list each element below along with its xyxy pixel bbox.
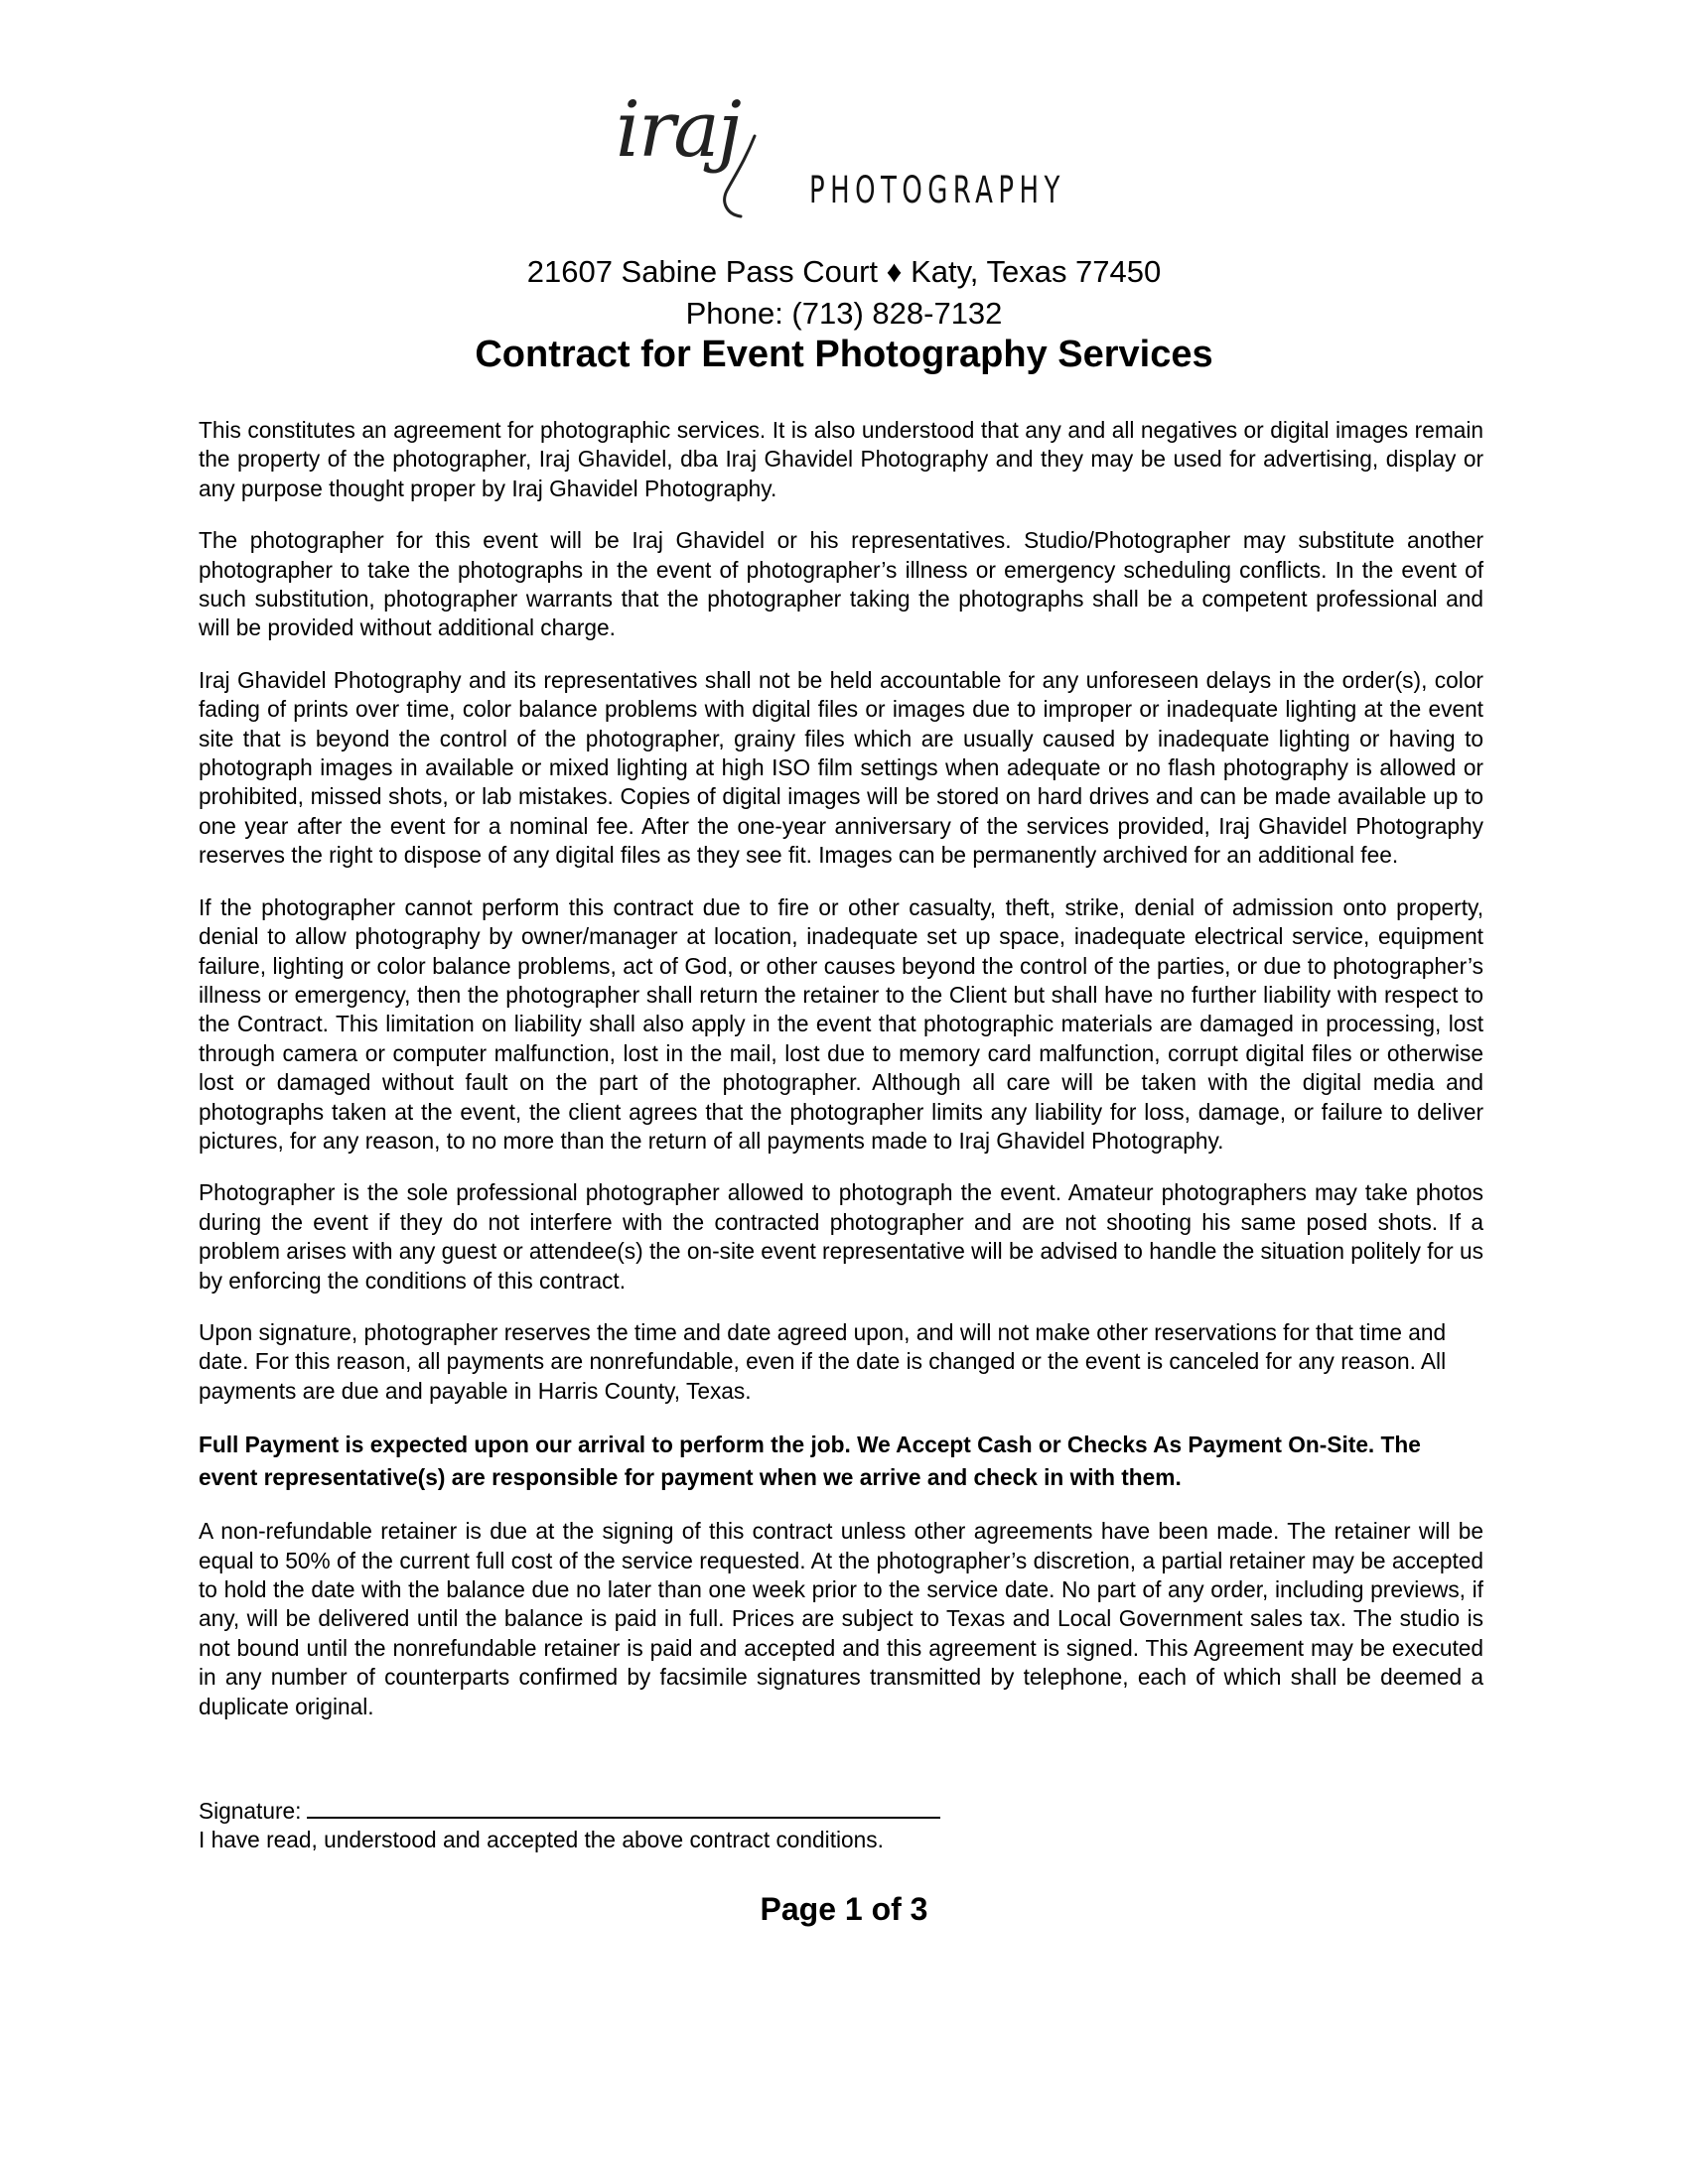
signature-row: [199, 1795, 940, 1826]
paragraph-exclusivity: Photographer is the sole professional photographer allowed to photograph the event. Amateur photographers may take photos during the event if they do not interfere with the contracted photographer and are not shooting his same posed shots. If a problem arises with any guest or attendee(s) the on-site event representative will be advised to handle the situation politely for us by enforcing the conditions of this contract.: [199, 1179, 1483, 1294]
signature-label: Signature:: [199, 1798, 302, 1824]
signature-block: [199, 1795, 940, 1855]
paragraph-ownership: This constitutes an agreement for photographic services. It is also understood that any and all negatives or digital images remain the property of the photographer, Iraj Ghavidel, dba Iraj Ghavidel Photography and they may be used for advertising, display or any purpose thought proper by Iraj Ghavidel Photography.: [199, 417, 1483, 501]
document-title: Contract for Event Photography Services: [475, 334, 1213, 375]
paragraph-retainer: A non-refundable retainer is due at the signing of this contract unless other agreements have been made. The retainer will be equal to 50% of the current full cost of the service requested. At the photographer’s discretion, a partial retainer may be accepted to hold the date with the balance due no later than one week prior to the service date. No part of any order, including previews, if any, will be delivered until the balance is paid in full. Prices are subject to Texas and Local Government sales tax. The studio is not bound until the nonrefundable retainer is paid and accepted and this agreement is signed. This Agreement may be executed in any number of counterparts confirmed by facsimile signatures transmitted by telephone, each of which shall be deemed a duplicate original.: [199, 1518, 1483, 1719]
page-number: Page 1 of 3: [760, 1891, 928, 1927]
paragraph-liability: Iraj Ghavidel Photography and its representatives shall not be held accountable for any unforeseen delays in the order(s), color fading of prints over time, color balance problems with digital files or images due to improper or inadequate lighting at the event site that is beyond the control of the photographer, grainy files which are usually caused by inadequate lighting or having to photograph images in available or mixed lighting at high ISO film settings when adequate or no flash photography is allowed or prohibited, missed shots, or lab mistakes. Copies of digital images will be stored on hard drives and can be made available up to one year after the event for a nominal fee. After the one-year anniversary of the services provided, Iraj Ghavidel Photography reserves the right to dispose of any digital files as they see fit. Images can be permanently archived for an additional fee.: [199, 666, 1483, 869]
paragraph-force-majeure: If the photographer cannot perform this contract due to fire or other casualty, theft, strike, denial of admission onto property, denial to allow photography by owner/manager at location, inadequate set up space, inadequate electrical service, equipment failure, lighting or color balance problems, act of God, or other causes beyond the control of the parties, or due to photographer’s illness or emergency, then the photographer shall return the retainer to the Client but shall have no further liability with respect to the Contract. This limitation on liability shall also apply in the event that photographic materials are damaged in processing, lost through camera or computer malfunction, lost in the mail, lost due to memory card malfunction, corrupt digital files or otherwise lost or damaged without fault on the part of the photographer. Although all care will be taken with the digital media and photographs taken at the event, the client agrees that the photographer limits any liability for loss, damage, or failure to deliver pictures, for any reason, to no more than the return of all payments made to Iraj Ghavidel Photography.: [199, 893, 1483, 1154]
signature-line[interactable]: [307, 1795, 940, 1819]
company-logo: [616, 85, 1082, 220]
signature-acknowledgement: I have read, understood and accepted the above contract conditions.: [199, 1827, 884, 1853]
logo-script-text: iraj: [616, 85, 740, 175]
contract-body: [199, 416, 1483, 1744]
paragraph-reservation: Upon signature, photographer reserves the time and date agreed upon, and will not make other reservations for that time and date. For this reason, all payments are nonrefundable, even if the date is changed or the event is canceled for any reason. All payments are due and payable in Harris County, Texas.: [199, 1318, 1447, 1404]
paragraph-photographer: The photographer for this event will be Iraj Ghavidel or his representatives. Studio/Photographer may substitute another photographer to take the photographs in the event of photographer’s illness or emergency scheduling conflicts. In the event of such substitution, photographer warrants that the photographer taking the photographs shall be a competent professional and will be provided without additional charge.: [199, 527, 1483, 641]
company-address: 21607 Sabine Pass Court ♦ Katy, Texas 77450: [526, 254, 1162, 289]
logo-wordmark: PHOTOGRAPHY: [809, 169, 1065, 211]
company-phone: Phone: (713) 828-7132: [685, 296, 1003, 331]
payment-notice: Full Payment is expected upon our arrival to perform the job. We Accept Cash or Checks As Payment On-Site. The event representative(s) are responsible for payment when we arrive and check in with them.: [199, 1432, 1421, 1491]
logo-swash-graphic: [715, 131, 774, 220]
